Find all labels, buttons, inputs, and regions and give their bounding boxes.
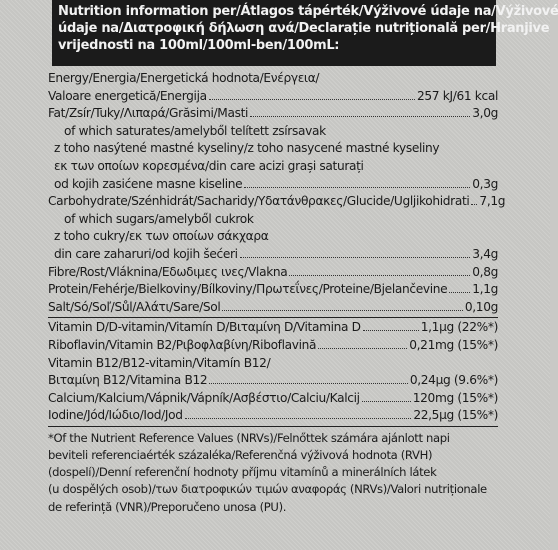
protein-label: Protein/Fehérje/Bielkoviny/Bílkoviny/Πρωτεΐνες/Proteine/Bjelančevine [48,282,448,297]
protein-value: 1,1g [472,282,498,297]
footnote-line: (dospelí)/Denní referenční hodnoty příjmu vitamínů a minerálních látek [48,465,437,480]
footnote [48,430,498,516]
riboflavin-label: Riboflavin/Vitamin B2/Ριβοφλαβίνη/Riboflavină [48,337,317,352]
dot-leader [185,418,412,419]
sugars-label-line1: of which sugars/amelyből cukrok [64,211,254,226]
dot-leader [209,383,408,384]
saturates-label-line3: εκ των οποίων κορεσμένα/din care acizi grași saturați [54,158,364,173]
dot-leader [289,275,470,276]
fibre-row [48,264,498,282]
saturates-label-line2: z toho nasýtené mastné kyseliny/z toho nasycené mastné kyseliny [54,141,440,156]
saturates-label-line1: of which saturates/amelyből telített zsírsavak [64,123,326,138]
fat-label: Fat/Zsír/Tuky/Λιπαρά/Grăsimi/Masti [48,106,249,121]
sugars-value: 3,4g [472,246,498,261]
carbohydrate-value: 7,1g [479,194,506,209]
riboflavin-row [48,337,498,355]
dot-leader [222,310,462,311]
salt-row [48,299,498,317]
section-divider [48,317,498,318]
riboflavin-value: 0,21mg (15%*) [409,337,498,352]
energy-value: 257 kJ/61 kcal [417,88,498,103]
vitamin-d-row [48,319,498,337]
dot-leader [318,348,407,349]
fibre-value: 0,8g [472,264,498,279]
carbohydrate-row [48,193,506,211]
vitamin-d-label: Vitamin D/D-vitamin/Vitamín D/Βιταμίνη D/Vitamina D [48,320,361,335]
dot-leader [449,292,470,293]
protein-row [48,281,498,299]
dot-leader [362,401,411,402]
energy-label-line2: Valoare energetică/Energija [48,88,207,103]
saturates-label-line4: od kojih zasićene masne kiseline [54,176,243,191]
footnote-line: *Of the Nutrient Reference Values (NRVs)/Felnőttek számára ajánlott napi [48,430,450,445]
section-divider [48,426,498,427]
header-line: vrijednosti na 100ml/100ml-ben/100mL: [58,38,340,53]
calcium-value: 120mg (15%*) [412,390,498,405]
fibre-label: Fibre/Rost/Vláknina/Εδωδιμες ινες/Vlakna [48,264,288,279]
energy-label-line1: Energy/Energia/Energetická hodnota/Ενέργεια/ [48,71,320,85]
saturates-value: 0,3g [472,176,498,191]
header-line: Nutrition information per/Átlagos tápérték/Výživové údaje na/Výživové [58,4,558,19]
dot-leader [471,204,477,205]
footnote-line: beviteli referenciaérték százaléka/Referenčná výživová hodnota (RVH) [48,448,433,463]
carbohydrate-label: Carbohydrate/Szénhidrát/Sacharidy/Υδατάνθρακες/Glucide/Ugljikohidrati [48,194,470,209]
nutrition-table [48,70,506,516]
footnote-line: de referință (VNR)/Preporučeno unosa (PU). [48,499,287,514]
dot-leader [363,330,419,331]
nutrition-header [52,0,558,66]
salt-value: 0,10g [464,299,498,314]
calcium-row [48,390,498,408]
vitamin-b12-label-line2: Βιταμίνη B12/Vitamina B12 [48,373,208,388]
salt-label: Salt/Só/Soľ/Sůl/Αλάτι/Sare/Sol [48,299,221,314]
sugars-label-line3: din care zaharuri/od kojih šećeri [54,246,238,261]
fat-value: 3,0g [472,106,498,121]
energy-row [48,88,498,106]
header-line: údaje na/Διατροφική δήλωση ανά/Declarație nutrițională per/Hranjive [58,21,550,36]
vitamin-b12-value: 0,24µg (9.6%*) [409,373,498,388]
iodine-row [48,407,498,425]
saturates-row [48,176,498,194]
dot-leader [240,257,471,258]
dot-leader [250,116,470,117]
iodine-label: Iodine/Jód/Ιώδιο/Iod/Jod [48,408,183,423]
vitamin-b12-label-line1: Vitamin B12/B12-vitamin/Vitamín B12/ [48,355,271,370]
sugars-label-line2: z toho cukry/εκ των οποίων σάκχαρα [54,229,269,244]
vitamin-d-value: 1,1µg (22%*) [420,320,498,335]
iodine-value: 22,5µg (15%*) [413,408,498,423]
vitamin-b12-row [48,372,498,390]
footnote-line: (u dospělých osob)/των διατροφικών τιμών αναφοράς (NRVs)/Valori nutriționale [48,482,487,497]
fat-row [48,105,498,123]
calcium-label: Calcium/Kalcium/Vápnik/Vápník/Ασβέστιο/Calciu/Kalcij [48,390,360,405]
sugars-row [48,246,498,264]
dot-leader [244,187,470,188]
dot-leader [209,99,415,100]
